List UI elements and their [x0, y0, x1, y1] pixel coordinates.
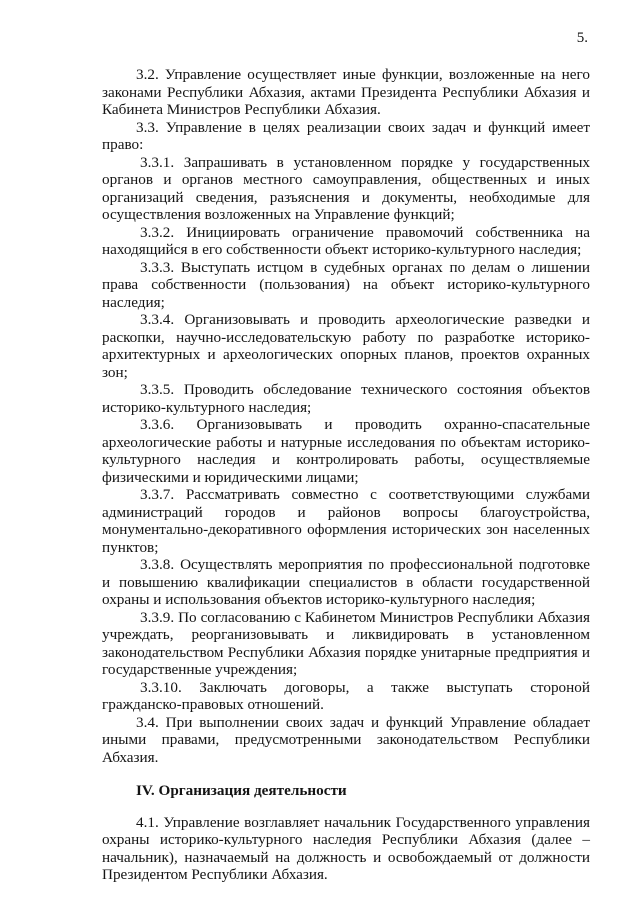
section-heading: IV. Организация деятельности [136, 782, 347, 799]
paragraph-3-3-5: 3.3.5. Проводить обследование технического состояния объектов историко-культурного наследия; [102, 381, 590, 416]
paragraph-3-3-4: 3.3.4. Организовывать и проводить археологические разведки и раскопки, научно-исследовательскую работу по разработке историко-архитектурных и археологических опорных планов, проектов охранных зон; [102, 311, 590, 381]
paragraph-3-3-3: 3.3.3. Выступать истцом в судебных органах по делам о лишении права собственности (пользования) на объект историко-культурного наследия; [102, 258, 590, 311]
paragraph-4-1: 4.1. Управление возглавляет начальник Государственного управления охраны историко-культурного наследия Республики Абхазия (далее – начальник), назначаемый на должность и освобождаемый от должности Президентом Республики Абхазия. [102, 813, 590, 883]
paragraph-3-3-2: 3.3.2. Инициировать ограничение правомочий собственника на находящийся в его собственности объект историко-культурного наследия; [102, 223, 590, 258]
document-body [102, 66, 590, 884]
paragraph-3-3-9: 3.3.9. По согласованию с Кабинетом Министров Республики Абхазия учреждать, реорганизовывать и ликвидировать в установленном законодательством Республики Абхазия порядке унитарные предприятия и государственные учреждения; [102, 608, 590, 678]
paragraph-3-3: 3.3. Управление в целях реализации своих задач и функций имеет право: [102, 118, 590, 153]
paragraph-3-3-7: 3.3.7. Рассматривать совместно с соответствующими службами администраций городов и районов вопросы благоустройства, монументально-декоративного оформления исторических зон населенных пунктов; [102, 486, 590, 556]
paragraph-3-3-1: 3.3.1. Запрашивать в установленном порядке у государственных органов и органов местного самоуправления, общественных и иных организаций сведения, разъяснения и документы, необходимые для осуществления возложенных на Управление функций; [102, 153, 590, 223]
page-number: 5. [576, 30, 588, 46]
paragraph-3-4: 3.4. При выполнении своих задач и функций Управление обладает иными правами, предусмотренными законодательством Республики Абхазия. [102, 713, 590, 766]
paragraph-3-3-8: 3.3.8. Осуществлять мероприятия по профессиональной подготовке и повышению квалификации специалистов в области государственной охраны и использования объектов историко-культурного наследия; [102, 556, 590, 608]
paragraph-3-2: 3.2. Управление осуществляет иные функции, возложенные на него законами Республики Абхазия, актами Президента Республики Абхазия и Кабинета Министров Республики Абхазия. [102, 66, 590, 118]
paragraph-3-3-6: 3.3.6. Организовывать и проводить охранно-спасательные археологические работы и натурные исследования по объектам историко-культурного наследия и контролировать работы, осуществляемые физическими и юридическими лицами; [102, 416, 590, 486]
paragraph-3-3-10: 3.3.10. Заключать договоры, а также выступать стороной гражданско-правовых отношений. [102, 678, 590, 713]
